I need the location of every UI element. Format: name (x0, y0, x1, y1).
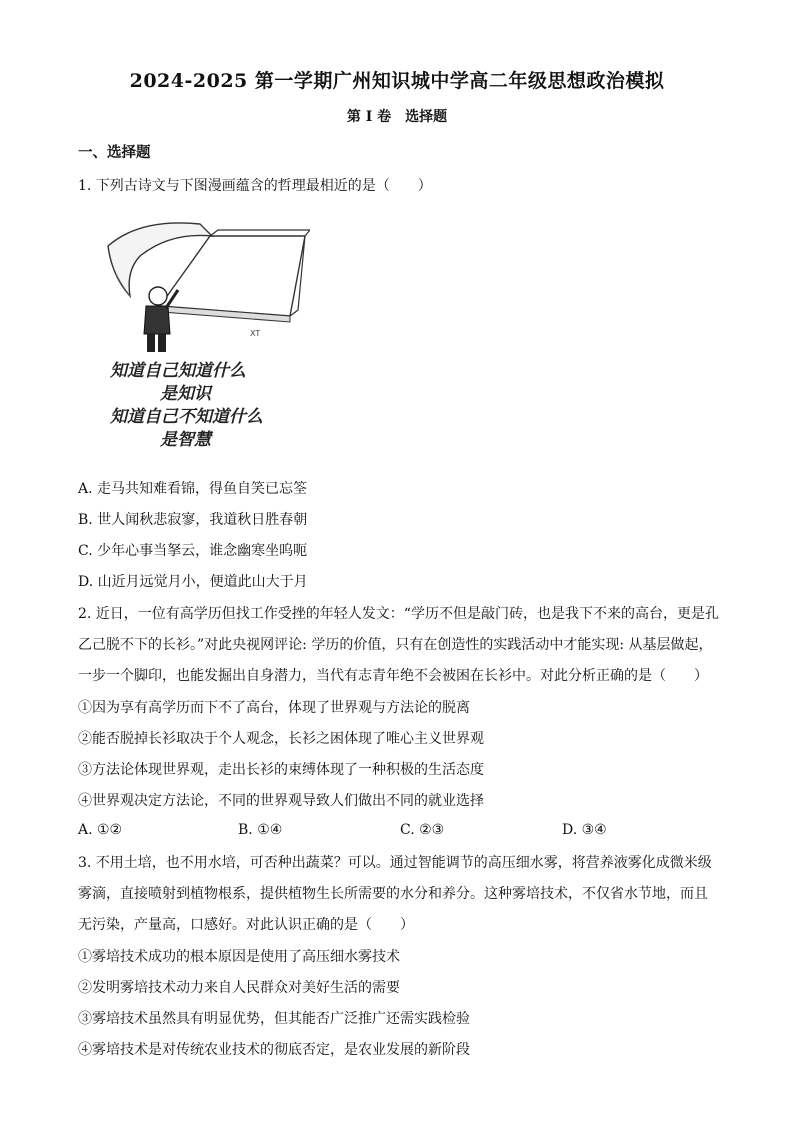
cartoon-caption-line: 是知识 (160, 384, 211, 404)
q1-option-d: D. 山近月远觉月小，便道此山大于月 (78, 574, 308, 590)
exam-title: 2024-2025 第一学期广州知识城中学高二年级思想政治模拟 (129, 70, 665, 92)
q2-statement-4: ④世界观决定方法论，不同的世界观导致人们做出不同的就业选择 (78, 793, 484, 809)
cartoon-caption-line: 是智慧 (160, 430, 211, 450)
q2-statement-2: ②能否脱掉长衫取决于个人观念，长衫之困体现了唯心主义世界观 (78, 731, 484, 747)
cartoon-caption-line: 知道自己知道什么 (110, 361, 246, 381)
q3-stem-line: 3. 不用土培，也不用水培，可否种出蔬菜？可以。通过智能调节的高压细水雾，将营养液雾化成微米级 (78, 855, 712, 871)
q2-statement-1: ①因为享有高学历而下不了高台，体现了世界观与方法论的脱离 (78, 700, 470, 716)
q1-option-a: A. 走马共知难看锦，得鱼自笑已忘筌 (78, 481, 308, 497)
q2-statement-3: ③方法论体现世界观，走出长衫的束缚体现了一种积极的生活态度 (78, 762, 484, 778)
q3-statement-1: ①雾培技术成功的根本原因是使用了高压细水雾技术 (78, 949, 400, 965)
q2-choice-a: A. ①② (78, 822, 123, 838)
q3-statement-4: ④雾培技术是对传统农业技术的彻底否定，是农业发展的新阶段 (78, 1042, 470, 1058)
section-heading: 一、选择题 (78, 144, 151, 161)
q2-choice-c: C. ②③ (400, 822, 445, 838)
q3-statement-2: ②发明雾培技术动力来自人民群众对美好生活的需要 (78, 980, 400, 996)
q1-option-b: B. 世人闻秋悲寂寥，我道秋日胜春朝 (78, 512, 308, 528)
q2-stem-line: 乙己脱不下的长衫。”对此央视网评论: 学历的价值，只有在创造性的实践活动中才能实现: 从基层做起， (78, 637, 713, 653)
q2-choice-d: D. ③④ (562, 822, 607, 838)
q3-statement-3: ③雾培技术虽然具有明显优势，但其能否广泛推广还需实践检验 (78, 1011, 470, 1027)
q1-stem: 1. 下列古诗文与下图漫画蕴含的哲理最相近的是（ ） (78, 178, 432, 194)
cartoon-caption-line: 知道自己不知道什么 (110, 407, 263, 427)
q3-stem-line: 雾滴，直接喷射到植物根系，提供植物生长所需要的水分和养分。这种雾培技术，不仅省水节地，而且 (78, 886, 708, 902)
q1-option-c: C. 少年心事当拏云，谁念幽寒坐呜呃 (78, 543, 308, 559)
q2-stem-line: 2. 近日，一位有高学历但找工作受挫的年轻人发文：“学历不但是敲门砖，也是我下不来的高台，更是孔 (78, 606, 719, 622)
q2-stem-line: 一步一个脚印，也能发掘出自身潜力，当代有志青年绝不会被困在长衫中。对此分析正确的是（ ） (78, 668, 708, 684)
cartoon-signature: XT (250, 329, 261, 338)
q1-cartoon-image (100, 216, 310, 466)
exam-subtitle: 第 I 卷 选择题 (346, 109, 448, 125)
q2-choice-b: B. ①④ (238, 822, 283, 838)
q3-stem-line: 无污染，产量高，口感好。对此认识正确的是（ ） (78, 917, 414, 933)
